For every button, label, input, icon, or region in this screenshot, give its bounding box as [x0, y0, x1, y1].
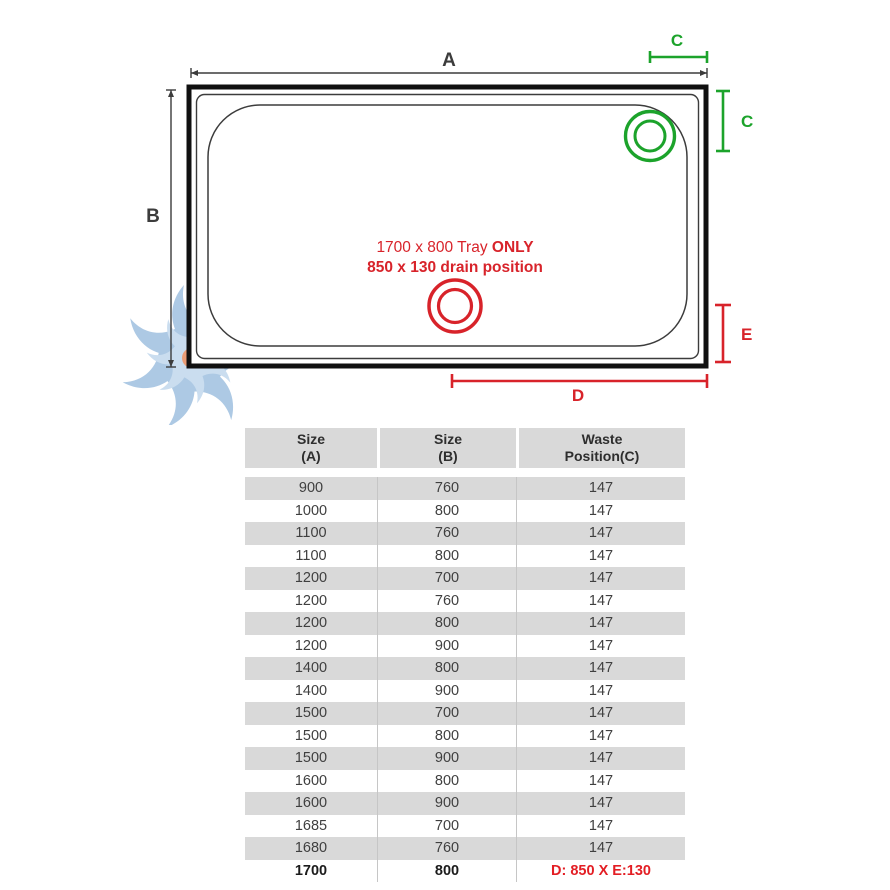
- table-row: [245, 545, 685, 568]
- table-row: [245, 635, 685, 658]
- table-cell-a: 1100: [245, 545, 377, 568]
- size-table: [245, 428, 685, 882]
- tray-note-line1-bold: ONLY: [491, 239, 534, 256]
- dim-label-b: B: [146, 206, 160, 227]
- table-cell-c: 147: [516, 725, 685, 748]
- table-cell-c: D: 850 X E:130: [516, 860, 685, 883]
- header-size-a-line2: (A): [301, 448, 321, 464]
- table-cell-a: 1680: [245, 837, 377, 860]
- table-cell-a: 1500: [245, 725, 377, 748]
- header-size-a-line1: Size: [296, 430, 325, 447]
- table-row: [245, 837, 685, 860]
- tray-note-line1: 1700 x 800 Tray: [376, 239, 492, 256]
- table-cell-c: 147: [516, 635, 685, 658]
- table-row: [245, 590, 685, 613]
- table-cell-c: 147: [516, 815, 685, 838]
- table-cell-c: 147: [516, 590, 685, 613]
- table-cell-b: 900: [377, 792, 516, 815]
- table-cell-a: 1400: [245, 657, 377, 680]
- table-row: [245, 657, 685, 680]
- dim-label-a: A: [442, 50, 456, 71]
- table-cell-b: 700: [377, 702, 516, 725]
- table-cell-a: 1000: [245, 500, 377, 523]
- table-cell-a: 900: [245, 477, 377, 500]
- dim-label-d: D: [571, 386, 585, 405]
- dimension-a: [191, 50, 707, 78]
- table-row: [245, 522, 685, 545]
- table-row: [245, 680, 685, 703]
- table-cell-b: 800: [377, 657, 516, 680]
- dimension-c-right: [716, 91, 753, 151]
- table-cell-b: 900: [377, 680, 516, 703]
- table-cell-a: 1200: [245, 567, 377, 590]
- tray-note-line2: 850 x 130 drain position: [367, 259, 543, 276]
- table-cell-c: 147: [516, 747, 685, 770]
- table-row: [245, 702, 685, 725]
- table-cell-b: 800: [377, 860, 516, 883]
- table-cell-b: 800: [377, 545, 516, 568]
- table-cell-c: 147: [516, 545, 685, 568]
- tray-diagram: [0, 0, 890, 425]
- header-waste-line1: Waste: [581, 430, 623, 447]
- table-cell-b: 800: [377, 725, 516, 748]
- table-row: [245, 500, 685, 523]
- table-cell-c: 147: [516, 792, 685, 815]
- table-row: [245, 612, 685, 635]
- table-row: [245, 815, 685, 838]
- header-waste-line2: Position(C): [564, 448, 640, 464]
- header-waste-position: [516, 428, 685, 468]
- table-cell-c: 147: [516, 567, 685, 590]
- table-cell-b: 800: [377, 770, 516, 793]
- table-row: [245, 747, 685, 770]
- table-cell-b: 700: [377, 815, 516, 838]
- table-cell-b: 900: [377, 747, 516, 770]
- table-cell-b: 760: [377, 522, 516, 545]
- table-cell-a: 1685: [245, 815, 377, 838]
- table-row: [245, 567, 685, 590]
- table-cell-b: 760: [377, 477, 516, 500]
- table-row: [245, 770, 685, 793]
- table-cell-b: 800: [377, 612, 516, 635]
- table-cell-c: 147: [516, 477, 685, 500]
- table-cell-a: 1600: [245, 770, 377, 793]
- table-cell-b: 760: [377, 590, 516, 613]
- table-cell-b: 800: [377, 500, 516, 523]
- tray-outline: [189, 87, 706, 366]
- dim-label-c-right: C: [741, 112, 754, 131]
- header-size-b-line2: (B): [438, 448, 458, 464]
- table-cell-a: 1200: [245, 612, 377, 635]
- table-cell-c: 147: [516, 702, 685, 725]
- header-gap: [245, 468, 685, 477]
- table-cell-b: 760: [377, 837, 516, 860]
- dimension-e: [715, 305, 752, 362]
- table-cell-c: 147: [516, 500, 685, 523]
- table-cell-a: 1500: [245, 702, 377, 725]
- header-size-b: [377, 428, 516, 468]
- dimension-b: [146, 90, 176, 367]
- size-table-header: [245, 428, 685, 468]
- table-cell-a: 1400: [245, 680, 377, 703]
- table-cell-c: 147: [516, 770, 685, 793]
- table-cell-a: 1500: [245, 747, 377, 770]
- svg-text:1700 x 800 Tray ONLY: [376, 239, 534, 256]
- size-table-body: [245, 477, 685, 882]
- dim-label-e: E: [741, 325, 753, 344]
- table-cell-c: 147: [516, 612, 685, 635]
- table-cell-a: 1100: [245, 522, 377, 545]
- table-cell-a: 1200: [245, 635, 377, 658]
- dimension-d: [452, 374, 707, 405]
- table-cell-a: 1200: [245, 590, 377, 613]
- table-cell-a: 1600: [245, 792, 377, 815]
- dim-label-c-top: C: [670, 31, 684, 50]
- table-row: [245, 792, 685, 815]
- table-row: [245, 860, 685, 883]
- table-cell-c: 147: [516, 837, 685, 860]
- table-cell-c: 147: [516, 680, 685, 703]
- table-cell-a: 1700: [245, 860, 377, 883]
- header-size-a: [245, 428, 377, 468]
- dimension-c-top: [650, 31, 707, 63]
- table-row: [245, 725, 685, 748]
- table-cell-b: 900: [377, 635, 516, 658]
- table-cell-b: 700: [377, 567, 516, 590]
- table-cell-c: 147: [516, 657, 685, 680]
- header-size-b-line1: Size: [433, 430, 462, 447]
- table-row: [245, 477, 685, 500]
- table-cell-c: 147: [516, 522, 685, 545]
